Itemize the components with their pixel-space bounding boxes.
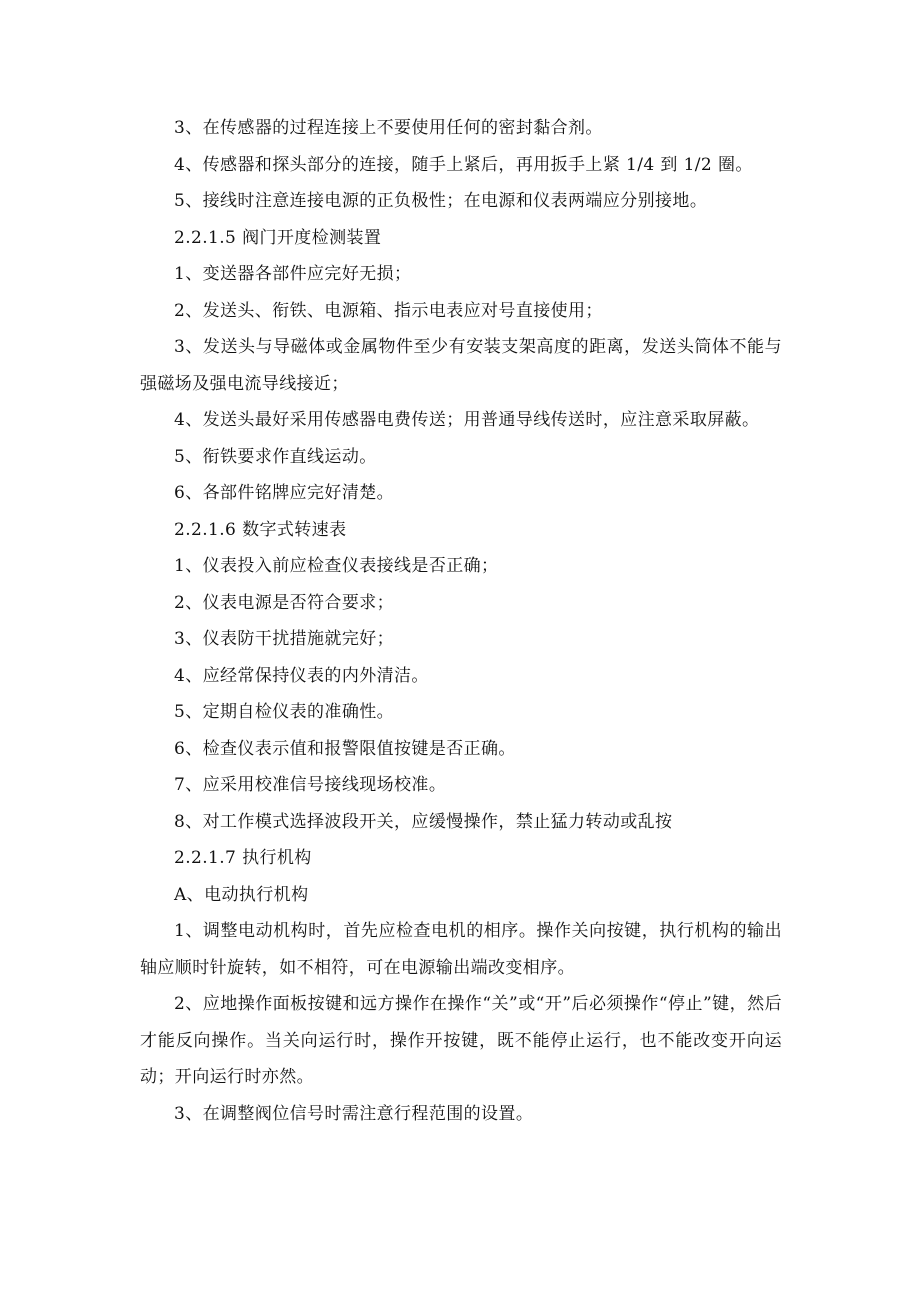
section-heading: 2.2.1.6 数字式转速表: [174, 519, 347, 540]
paragraph: 3、仪表防干扰措施就完好；: [174, 629, 395, 649]
paragraph: 5、衔铁要求作直线运动。: [174, 446, 377, 467]
paragraph: 1、调整电动机构时，首先应检查电机的相序。操作关向按键，执行机构的输出轴应顺时针旋转，如不相符，可在电源输出端改变相序。: [140, 921, 782, 978]
paragraph: 3、发送头与导磁体或金属物件至少有安装支架高度的距离，发送头筒体不能与强磁场及强电流导线接近；: [140, 337, 782, 394]
paragraph: 6、各部件铭牌应完好清楚。: [174, 483, 395, 503]
paragraph: 4、发送头最好采用传感器电费传送；用普通导线传送时，应注意采取屏蔽。: [174, 410, 760, 430]
subsection-heading: A、电动执行机构: [174, 884, 309, 905]
paragraph: 7、应采用校准信号接线现场校准。: [174, 775, 447, 795]
paragraph: 4、应经常保持仪表的内外清洁。: [174, 665, 429, 686]
paragraph: 3、在传感器的过程连接上不要使用任何的密封黏合剂。: [174, 118, 603, 138]
paragraph: 1、仪表投入前应检查仪表接线是否正确；: [174, 556, 499, 576]
paragraph: 8、对工作模式选择波段开关，应缓慢操作，禁止猛力转动或乱按: [174, 811, 673, 832]
paragraph: 3、在调整阀位信号时需注意行程范围的设置。: [174, 1103, 534, 1124]
document-body: [140, 110, 782, 1132]
paragraph: 5、定期自检仪表的准确性。: [174, 702, 395, 722]
paragraph: 6、检查仪表示值和报警限值按键是否正确。: [174, 738, 516, 759]
section-heading: 2.2.1.5 阀门开度检测装置: [174, 227, 382, 248]
paragraph: 2、发送头、衔铁、电源箱、指示电表应对号直接使用；: [174, 300, 603, 321]
section-heading: 2.2.1.7 执行机构: [174, 848, 312, 868]
paragraph: 2、仪表电源是否符合要求；: [174, 592, 395, 613]
paragraph: 5、接线时注意连接电源的正负极性；在电源和仪表两端应分别接地。: [174, 191, 708, 211]
paragraph: 1、变送器各部件应完好无损；: [174, 264, 412, 284]
paragraph: 2、应地操作面板按键和远方操作在操作“关”或“开”后必须操作“停止”键，然后才能反向操作。当关向运行时，操作开按键，既不能停止运行，也不能改变开向运动；开向运行时亦然。: [140, 994, 782, 1087]
paragraph: 4、传感器和探头部分的连接，随手上紧后，再用扳手上紧 1/4 到 1/2 圈。: [174, 154, 753, 175]
